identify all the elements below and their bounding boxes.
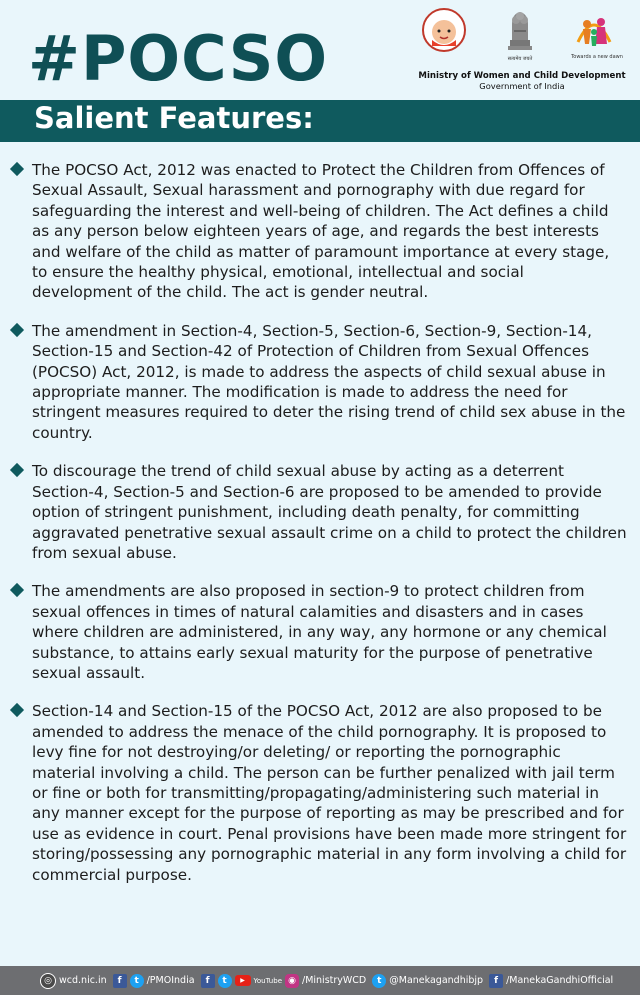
national-emblem-icon <box>504 6 536 54</box>
bullet-diamond-icon <box>10 583 24 597</box>
ministry-handle-text: /MinistryWCD <box>302 975 367 986</box>
facebook-icon: f <box>113 974 127 988</box>
logos-block <box>410 6 634 96</box>
feature-text: Section-14 and Section-15 of the POCSO Act, 2012 are also proposed to be amended to address the menace of the child pornography. It is proposed to levy fine for not destroying/or deleting/ or reporting the pornographic material involving a child. The person can be further penalized with jail term or fine or both for transmitting/propagating/administering such material in any manner except for the purpose of reporting as may be prescribed and for use as evidence in court. Penal provisions have been made more stringent for storing/possessing any pornographic material in any form involving a child for commercial purpose. <box>32 702 627 884</box>
bullet-diamond-icon <box>10 323 24 337</box>
footer-website-link[interactable] <box>40 973 107 989</box>
instagram-icon: ◉ <box>285 974 299 988</box>
youtube-icon: ▶ <box>235 975 251 986</box>
features-list <box>10 160 628 903</box>
fb-handle-text: /ManekaGandhiOfficial <box>506 975 614 986</box>
bullet-diamond-icon <box>10 463 24 477</box>
facebook-icon: f <box>489 974 503 988</box>
wcd-logo-icon <box>572 12 616 50</box>
salient-features-heading: Salient Features: <box>34 101 314 135</box>
twitter-icon: t <box>218 974 232 988</box>
bullet-diamond-icon <box>10 703 24 717</box>
twitter-handle-text: @Manekagandhibjp <box>389 975 484 986</box>
globe-icon: ◎ <box>40 973 56 989</box>
footer-twitter-link[interactable] <box>372 974 483 988</box>
twitter-icon: t <box>372 974 386 988</box>
header <box>0 0 640 145</box>
facebook-icon: f <box>201 974 215 988</box>
bullet-diamond-icon <box>10 162 24 176</box>
feature-item-2 <box>10 321 628 443</box>
ministry-name <box>410 72 634 91</box>
footer-ministry-link[interactable] <box>201 974 367 988</box>
feature-text: The POCSO Act, 2012 was enacted to Protect the Children from Offences of Sexual Assault, Sexual harassment and pornography with due regard for safeguarding the interest and well-being of children. The Act defines a child as any person below eighteen years of age, and regards the best interests and welfare of the child as matter of paramount importance at every stage, to ensure the healthy physical, emotional, intellectual and social development of the child. The act is gender neutral. <box>32 161 610 302</box>
youtube-label: YouTube <box>253 976 282 985</box>
website-text: wcd.nic.in <box>59 975 107 986</box>
ministry-line-1: Ministry of Women and Child Development <box>418 71 626 81</box>
feature-item-3 <box>10 461 628 563</box>
feature-item-5 <box>10 701 628 885</box>
feature-text: To discourage the trend of child sexual abuse by acting as a deterrent Section-4, Section-5 and Section-6 are proposed to be amended to provide option of stringent punishment, including death penalty, for committing aggravated penetrative sexual assault crime on a child to protect the children from sexual abuse. <box>32 462 627 562</box>
ministry-line-2: Government of India <box>479 80 565 91</box>
emblem-caption: सत्यमेव जयते <box>507 56 533 62</box>
footer-social-bar <box>0 966 640 995</box>
feature-item-4 <box>10 581 628 683</box>
footer-pmo-link[interactable] <box>113 974 195 988</box>
feature-text: The amendments are also proposed in section-9 to protect children from sexual offences in times of natural calamities and disasters and in cases where children are administered, in any way, any hormone or any chemical substance, to attains early sexual maturity for the purpose of penetrative sexual assault. <box>32 582 607 682</box>
beti-bachao-logo-icon <box>422 8 466 52</box>
pmo-text: /PMOIndia <box>146 975 195 986</box>
footer-facebook-link[interactable] <box>489 974 613 988</box>
feature-text: The amendment in Section-4, Section-5, Section-6, Section-9, Section-14, Section-15 and Section-42 of Protection of Children from Sexual Offences (POCSO) Act, 2012, is made to address the aspects of child sexual abuse in appropriate manner. The modification is made to address the need for stringent measures required to deter the rising trend of child sex abuse in the country. <box>32 321 626 442</box>
twitter-icon: t <box>130 974 144 988</box>
feature-item-1 <box>10 160 628 303</box>
hashtag-title: #POCSO <box>28 22 329 95</box>
wcd-tagline: Towards a new dawn <box>571 54 623 60</box>
